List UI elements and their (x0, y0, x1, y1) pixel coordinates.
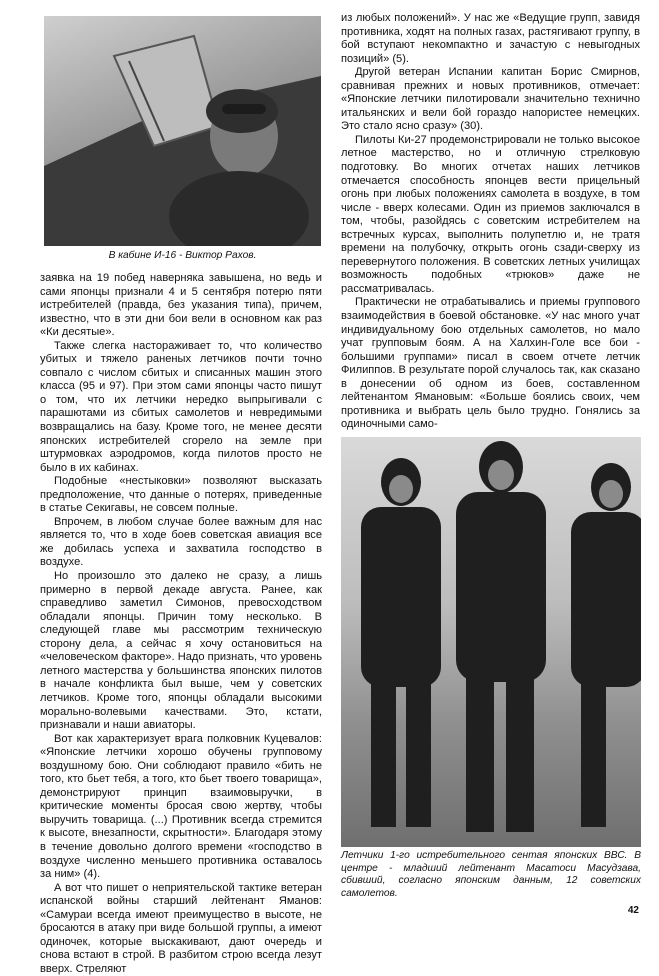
paragraph: Впрочем, в любом случае более важным для нас является то, что в ходе боев советская авиация все же добилась успеха и захватила господство в воздухе. (40, 515, 322, 569)
paragraph: Другой ветеран Испании капитан Борис Смирнов, сравнивая прежних и новых противников, отмечает: «Японские летчики пилотировали значительно технично итальянских и вели бой гораздо напористее немецких. Это стало ясно сразу» (30). (341, 66, 640, 133)
paragraph: из любых положений». У нас же «Ведущие групп, завидя противника, ходят на полных газах, растягивают группу, в бой вступают некомпактно и зачастую с невыгодных позиций» (5). (341, 12, 640, 65)
paragraph: Подобные «нестыковки» позволяют высказать предположение, что данные о потерях, приведенные в статье Секигавы, не совсем полные. (40, 475, 322, 515)
paragraph: Практически не отрабатывались и приемы группового взаимодействия в боевой обстановке. «У нас много учат индивидуальному бою отдельных самолетов, но мало учат групповым боям. А на Халхин-Голе все бои - большими группами» писал в своем отчете летчик Филиппов. В результате порой случалось так, как сказано в донесении об одном из боев, составленном лейтенантом Ямановым: «Больше боялись своих, чем противника и выбрать цель было трудно. Гонялись за одиночными само- (341, 296, 640, 431)
paragraph: Вот как характеризует врага полковник Куцевалов: «Японские летчики хорошо обучены групповому воздушному бою. Они соблюдают правило «бить не того, кто бьет тебя, а того, кто бьет твоего товарища», демонстрируют принцип взаимовыручки, в критические моменты бросая свою жертву, чтобы выручить товарища. (...) Противник всегда стремится к высоте, внезапности, скрытности». Благодаря этому в течение довольно долгого времени «господство в воздухе численно меньшего противника оставалось за ним» (4). (40, 732, 322, 881)
paragraph: Но произошло это далеко не сразу, а лишь примерно в первой декаде августа. Ранее, как справедливо заметил Симонов, превосходством обладали японцы. Причин тому несколько. В следующей главе мы рассмотрим техническую сторону дела, а сейчас я хочу остановиться на «человеческом факторе». Надо признать, что уровень летного мастерства у большинства японских пилотов в начале конфликта был выше, чем у советских летчиков. Кроме того, японцы обладали высокими морально-волевыми качествами. Это, кстати, признавали и наши авиаторы. (40, 570, 322, 732)
paragraph: заявка на 19 побед наверняка завышена, но ведь и сами японцы признали 4 и 5 сентября потерю пяти истребителей (правда, без указания типа), причем, известно, что в эти дни бои вели в основном как раз «Ки десятые». (40, 272, 322, 339)
paragraph: Пилоты Ки-27 продемонстрировали не только высокое летное мастерство, но и отличную стрелковую подготовку. Во многих отчетах наших летчиков отмечается способность японцев вести прицельный огонь при любых положениях самолета в воздухе, в том числе - вверх колесами. Один из приемов заключался в том, чтобы, разойдясь с советским истребителем на встречных курсах, выполнить полупетлю и, не тратя времени на полубочку, открыть огонь сзади-сверху из перевернутого положения. В советских летных училищах возможность подобных «трюков» даже не рассматривалась. (341, 133, 640, 295)
photo-pilot-in-cockpit (44, 16, 321, 246)
photo-pilots-group (341, 437, 641, 847)
pilots-group-illustration (341, 437, 641, 847)
page-number: 42 (627, 905, 639, 916)
photo1-caption: В кабине И-16 - Виктор Рахов. (108, 250, 257, 261)
paragraph: А вот что пишет о неприятельской тактике ветеран испанской войны старший лейтенант Яманов: «Самураи всегда имеют преимущество в высоте, не бросаются в атаку при виде большой группы, а имеют одиночек, которые выскакивают, дают очередь и снова встают в строй. В разбитом строю всегда лезут вверх. Стреляют (40, 881, 322, 975)
right-text-column (341, 12, 640, 432)
pilot-cockpit-illustration (44, 16, 321, 246)
paragraph: Также слегка настораживает то, что количество убитых и тяжело раненых летчиков почти точно совпало с числом сбитых и списанных машин этого класса (95 и 97). При этом сами японцы часто пишут о том, что их летчики нередко выпрыгивали с парашютами из сбитых самолетов и невредимыми возвращались на базу. Кроме того, не менее десяти японских истребителей сгорело на земле при штурмовках аэродромов, когда пилотов просто не было в их кабинах. (40, 339, 322, 474)
left-text-column (40, 272, 322, 976)
photo2-caption: Летчики 1-го истребительного сентая японских ВВС. В центре - младший лейтенант Масатоси Масудзава, сбивший, согласно японским данным, 12 советских самолетов. (341, 850, 641, 899)
